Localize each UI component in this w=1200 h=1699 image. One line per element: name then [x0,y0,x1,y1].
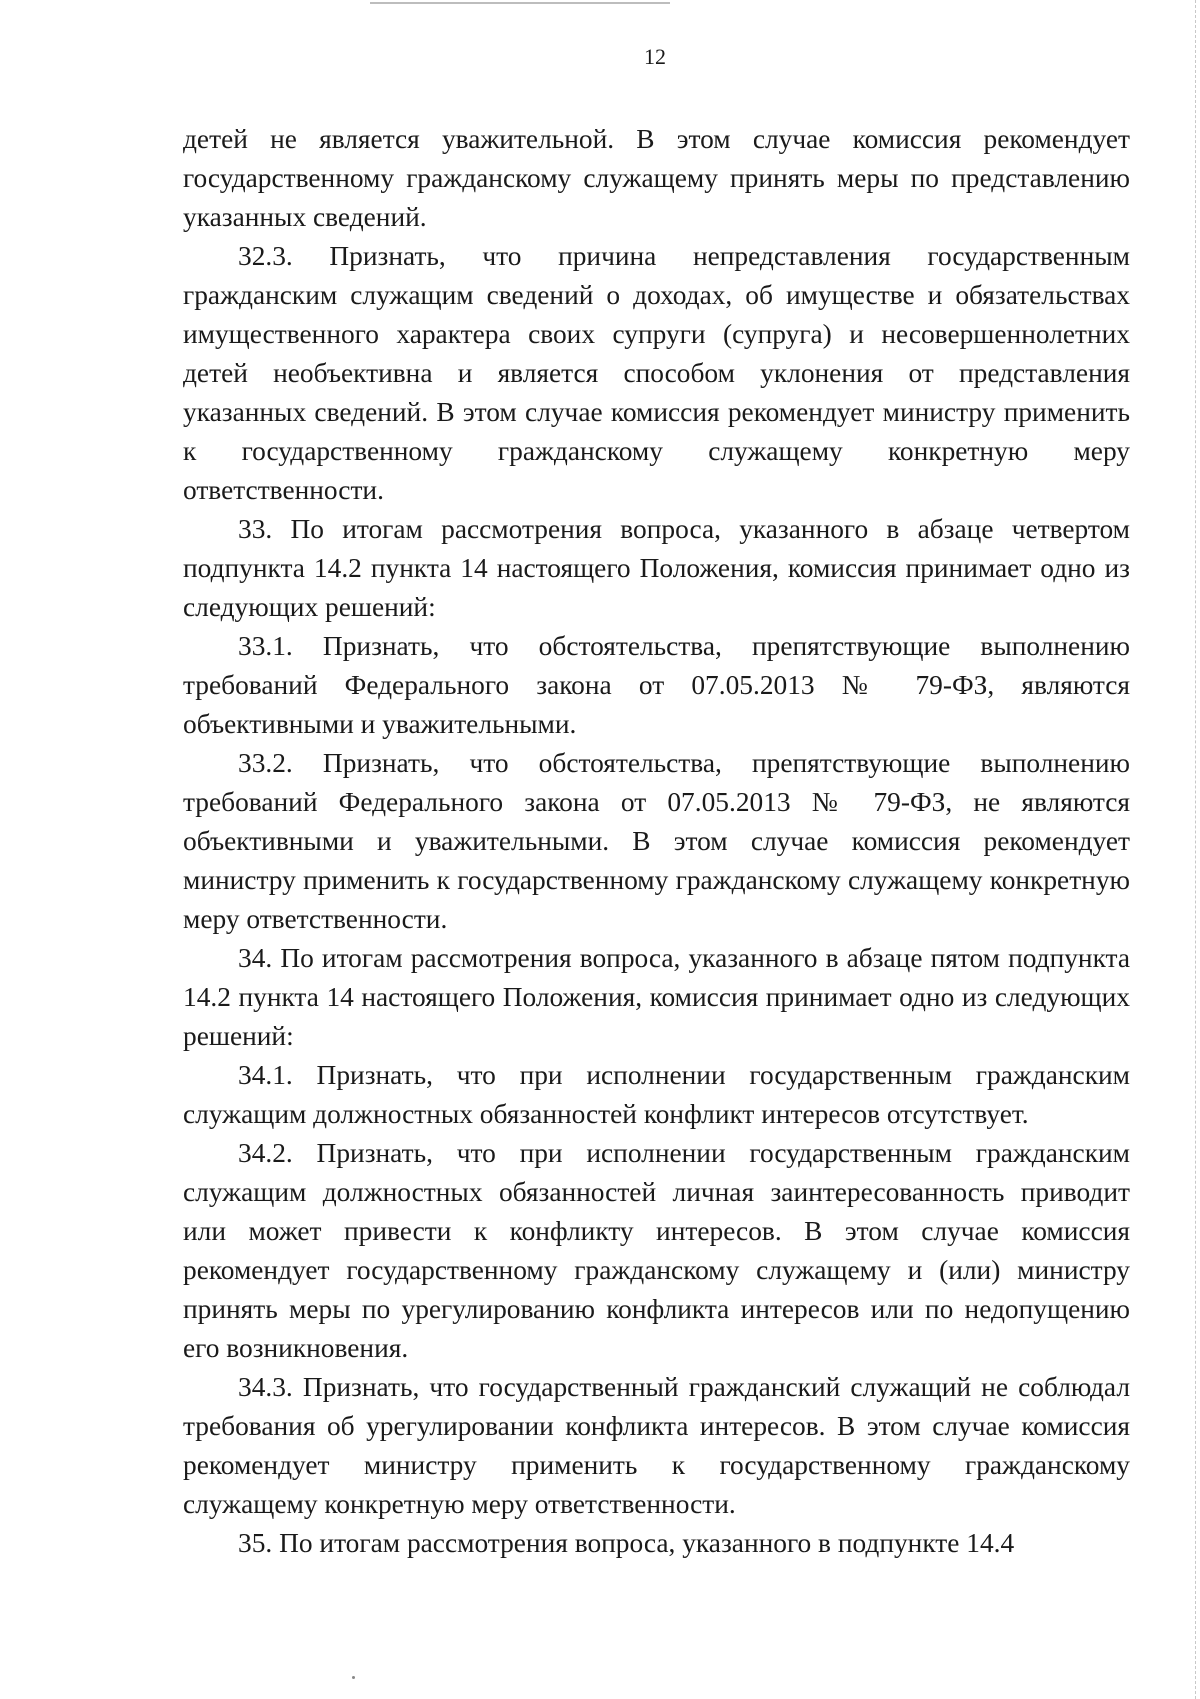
paragraph-32-3: 32.3. Признать, что причина непредставления государственным гражданским служащим сведений о доходах, об имуществе и обязательствах имущественного характера своих супруги (супруга) и несовершеннолетних детей необъективна и является способом уклонения от представления указанных сведений. В этом случае комиссия рекомендует министру применить к государственному гражданскому служащему конкретную меру ответственности. [183,241,1130,505]
scan-top-rule [370,2,670,4]
paragraph-continuation: детей не является уважительной. В этом случае комиссия рекомендует государственному гражданскому служащему принять меры по представлению указанных сведений. [183,124,1130,232]
paragraph-34-2: 34.2. Признать, что при исполнении государственным гражданским служащим должностных обязанностей личная заинтересованность приводит или может привести к конфликту интересов. В этом случае комиссия рекомендует государственному гражданскому служащему и (или) министру принять меры по урегулированию конфликта интересов или по недопущению его возникновения. [183,1138,1130,1363]
paragraph-35: 35. По итогам рассмотрения вопроса, указанного в подпункте 14.4 [238,1528,1015,1558]
document-body [183,120,1130,1563]
scan-speck [352,1676,355,1679]
paragraph-34-1: 34.1. Признать, что при исполнении государственным гражданским служащим должностных обязанностей конфликт интересов отсутствует. [183,1060,1130,1129]
scan-right-edge [1195,0,1200,1699]
paragraph-33-2: 33.2. Признать, что обстоятельства, препятствующие выполнению требований Федерального закона от 07.05.2013 № 79-ФЗ, не являются объективными и уважительными. В этом случае комиссия рекомендует министру применить к государственному гражданскому служащему конкретную меру ответственности. [183,748,1130,934]
page-number: 12 [644,44,666,69]
paragraph-33: 33. По итогам рассмотрения вопроса, указанного в абзаце четвертом подпункта 14.2 пункта 14 настоящего Положения, комиссия принимает одно из следующих решений: [183,514,1130,622]
paragraph-34-3: 34.3. Признать, что государственный гражданский служащий не соблюдал требования об урегулировании конфликта интересов. В этом случае комиссия рекомендует министру применить к государственному гражданскому служащему конкретную меру ответственности. [183,1372,1130,1519]
paragraph-34: 34. По итогам рассмотрения вопроса, указанного в абзаце пятом подпункта 14.2 пункта 14 настоящего Положения, комиссия принимает одно из следующих решений: [183,943,1130,1051]
paragraph-33-1: 33.1. Признать, что обстоятельства, препятствующие выполнению требований Федерального закона от 07.05.2013 № 79-ФЗ, являются объективными и уважительными. [183,631,1130,739]
